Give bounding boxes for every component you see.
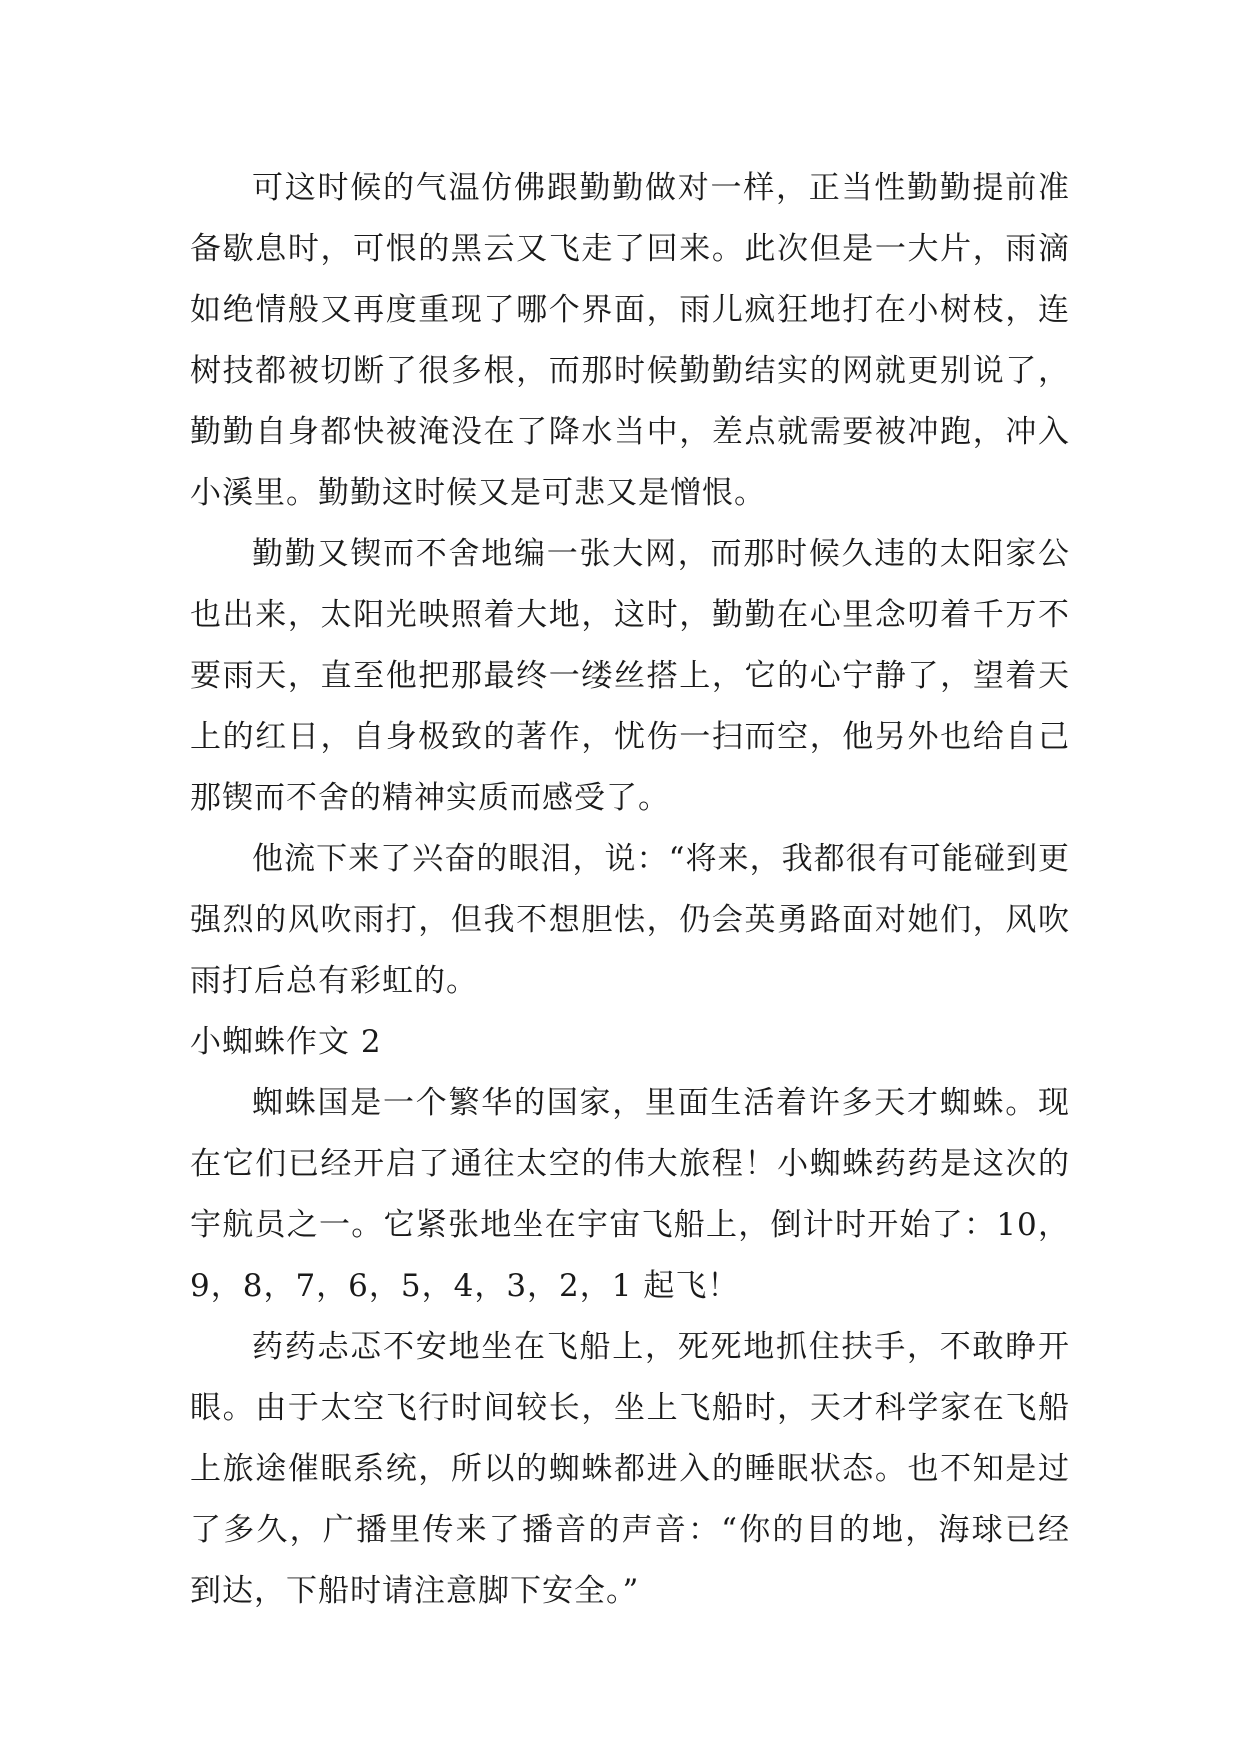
paragraph-rain-storm: 可这时候的气温仿佛跟勤勤做对一样，正当性勤勤提前准备歇息时，可恨的黑云又飞走了回来。此次但是一大片，雨滴如绝情般又再度重现了哪个界面，雨儿疯狂地打在小树枝，连树技都被切断了很多根，而那时候勤勤结实的网就更别说了，勤勤自身都快被淹没在了降水当中，差点就需要被冲跑，冲入小溪里。勤勤这时候又是可悲又是憎恨。: [190, 170, 1070, 511]
paragraph-spaceflight: 药药忐忑不安地坐在飞船上，死死地抓住扶手，不敢睁开眼。由于太空飞行时间较长，坐上飞船时，天才科学家在飞船上旅途催眠系统，所以的蜘蛛都进入的睡眠状态。也不知是过了多久，广播里传来了播音的声音：“你的目的地，海球已经到达，下船时请注意脚下安全。”: [190, 1329, 1070, 1609]
paragraph-tears: 他流下来了兴奋的眼泪，说：“将来，我都很有可能碰到更强烈的风吹雨打，但我不想胆怯，仍会英勇路面对她们，风吹雨打后总有彩虹的。: [190, 841, 1070, 999]
paragraph-spider-nation: 蜘蛛国是一个繁华的国家，里面生活着许多天才蜘蛛。现在它们已经开启了通往太空的伟大旅程！小蜘蛛药药是这次的宇航员之一。它紧张地坐在宇宙飞船上，倒计时开始了：10，9，8，7，6，5，4，3，2，1 起飞！: [190, 1085, 1070, 1304]
section-heading: 小蜘蛛作文 2: [190, 1024, 382, 1060]
document-body: [190, 158, 1070, 1622]
paragraph-new-web: 勤勤又锲而不舍地编一张大网，而那时候久违的太阳家公也出来，太阳光映照着大地，这时，勤勤在心里念叨着千万不要雨天，直至他把那最终一缕丝搭上，它的心宁静了，望着天上的红日，自身极致的著作，忧伤一扫而空，他另外也给自己那锲而不舍的精神实质而感受了。: [190, 536, 1070, 816]
